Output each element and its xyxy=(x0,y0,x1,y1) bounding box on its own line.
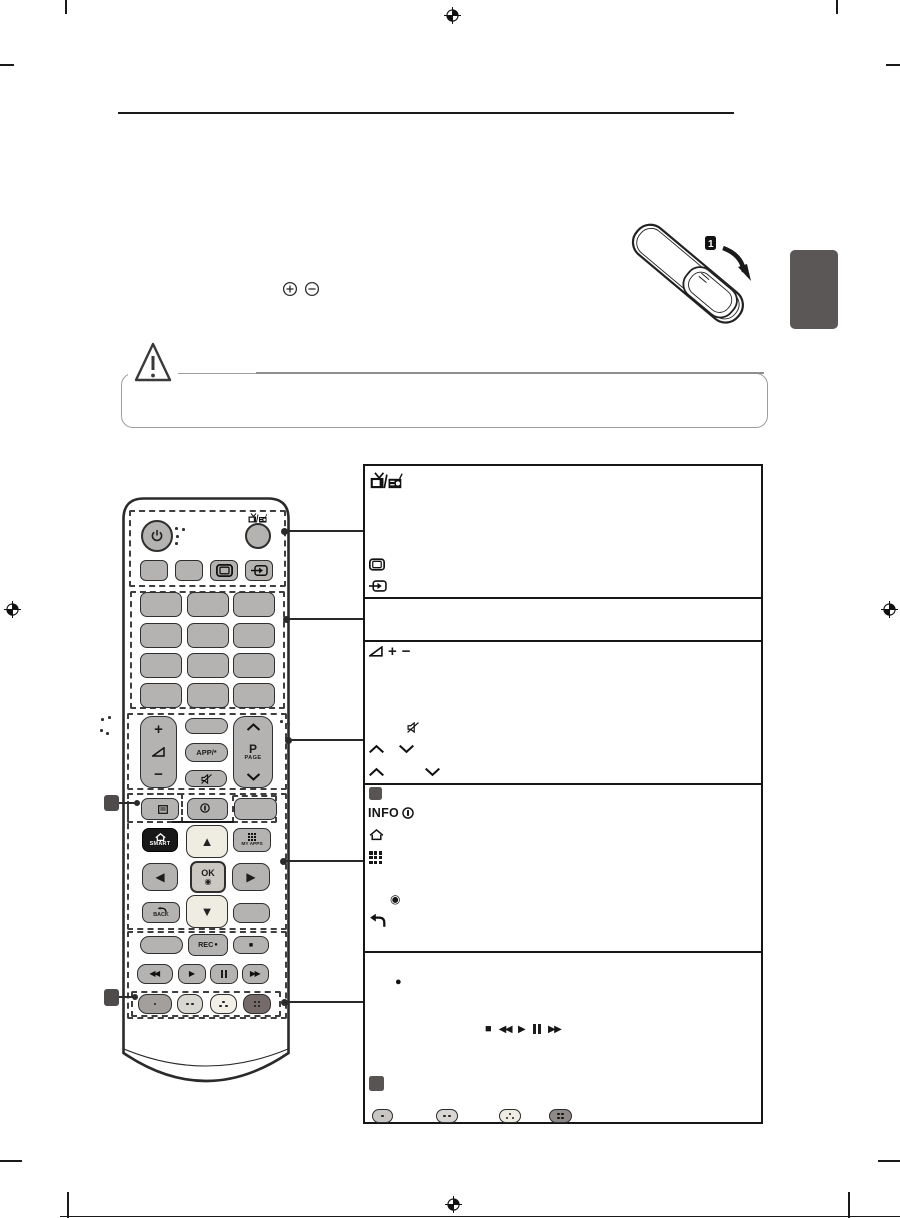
plus-glyph: + xyxy=(388,643,397,660)
teletext-key-3 xyxy=(210,994,237,1014)
left-arrow-button xyxy=(142,863,178,891)
rewind-button xyxy=(137,964,173,984)
number-key xyxy=(140,623,182,648)
pause-icon xyxy=(221,970,223,978)
grid-icon xyxy=(248,833,256,841)
battery-step-badge: 1 xyxy=(708,239,714,250)
chevron-down-icon xyxy=(246,773,261,781)
transport-icons-row xyxy=(485,1023,560,1035)
registration-mark-left xyxy=(4,601,21,618)
info-row xyxy=(368,806,414,820)
right-arrow-button xyxy=(232,863,270,891)
volume-icon xyxy=(152,747,165,757)
input-icon xyxy=(251,565,268,576)
smart-label: SMART xyxy=(149,840,171,847)
number-key xyxy=(233,592,275,617)
teletext-key-marker xyxy=(369,1076,384,1091)
home-icon xyxy=(369,828,384,841)
function-button-2 xyxy=(175,560,203,581)
tv-button xyxy=(210,560,238,581)
ref-dot xyxy=(108,716,111,719)
chevron-up-icon xyxy=(246,723,261,731)
teletext-pill-2 xyxy=(436,1109,458,1123)
crop-mark-top-left-h xyxy=(0,64,14,66)
number-key xyxy=(140,683,182,708)
row-divider xyxy=(365,640,761,642)
number-key xyxy=(233,683,275,708)
rewind-icon: ◀◀ xyxy=(149,969,159,978)
number-key xyxy=(187,623,229,648)
blank-button xyxy=(185,718,228,734)
number-key xyxy=(233,653,275,678)
my-apps-label: MY APPS xyxy=(241,841,263,847)
page-rocker xyxy=(233,716,273,788)
rewind-icon: ◀◀ xyxy=(498,1023,512,1035)
info-button xyxy=(187,798,228,820)
mute-button xyxy=(185,770,227,787)
teletext-key-4 xyxy=(243,994,271,1014)
badge-leader-dot xyxy=(134,800,140,806)
chevron-down-icon xyxy=(398,744,415,754)
row-divider xyxy=(365,951,761,953)
tv-rad-icon xyxy=(248,513,267,523)
stop-icon: ■ xyxy=(248,941,254,949)
caution-icon xyxy=(132,340,174,386)
info-label: INFO xyxy=(368,806,400,820)
record-button xyxy=(188,934,228,956)
ref-dot xyxy=(101,718,104,721)
my-apps-button xyxy=(233,828,271,852)
chevron-up-icon xyxy=(368,767,385,777)
ref-dot xyxy=(287,722,290,725)
blank-wide-button xyxy=(140,936,183,954)
teletext-pill-1 xyxy=(372,1109,393,1123)
ref-dot xyxy=(106,732,109,735)
rec-label: REC xyxy=(198,940,214,950)
section-tab xyxy=(790,250,838,329)
fast-forward-icon: ▶▶ xyxy=(249,969,260,978)
pause-button xyxy=(210,964,238,984)
number-key xyxy=(187,653,229,678)
ref-dot xyxy=(100,729,103,732)
down-arrow-button xyxy=(186,895,228,928)
caution-box xyxy=(121,373,768,428)
number-key xyxy=(140,653,182,678)
crop-mark-bottom-left-v xyxy=(67,1192,69,1218)
mute-icon xyxy=(407,722,419,733)
number-key xyxy=(233,623,275,648)
row-divider xyxy=(365,597,761,599)
number-key xyxy=(187,592,229,617)
input-button xyxy=(245,560,273,581)
callout-dot xyxy=(281,528,288,535)
qmenu-icon xyxy=(158,805,168,814)
teletext-key-2 xyxy=(177,994,203,1014)
volume-icon xyxy=(369,646,383,657)
ref-dot xyxy=(280,720,283,723)
minus-glyph: − xyxy=(401,643,411,660)
registration-mark-right xyxy=(881,601,898,618)
callout-line-nav xyxy=(283,860,363,862)
page-word-label: PAGE xyxy=(244,754,262,761)
record-dot-icon: ● xyxy=(214,942,218,948)
battery-polarity-icons xyxy=(282,281,322,297)
tv-rad-icon xyxy=(369,472,403,489)
crop-mark-bottom-right-h xyxy=(878,1160,900,1162)
play-icon: ▶ xyxy=(518,1023,526,1035)
callout-dot xyxy=(280,858,287,865)
right-arrow-glyph: ▶ xyxy=(246,870,256,884)
record-dot-icon: ● xyxy=(395,976,402,988)
down-arrow-glyph: ▼ xyxy=(200,904,214,919)
volume-rocker xyxy=(140,716,177,788)
number-key xyxy=(187,683,229,708)
volume-minus-label: − xyxy=(154,766,163,783)
callout-dot xyxy=(283,616,290,623)
crop-mark-bottom-left-h xyxy=(0,1160,22,1162)
tv-screen-icon xyxy=(369,558,385,571)
up-arrow-button xyxy=(186,825,228,858)
registration-mark-bottom xyxy=(445,1196,462,1213)
badge-leader-dot xyxy=(132,994,138,1000)
three-dot-icon xyxy=(219,1001,228,1008)
one-dot-icon xyxy=(154,1003,157,1006)
crop-mark-top-right-v xyxy=(836,0,838,14)
info-circle-icon xyxy=(402,807,414,819)
play-icon: ▶ xyxy=(188,969,196,978)
function-button-1 xyxy=(140,560,168,581)
power-button xyxy=(141,520,173,552)
pause-icon xyxy=(225,970,227,978)
section-divider-rule xyxy=(118,112,734,114)
crop-mark-bottom-right-v xyxy=(848,1192,850,1218)
power-icon xyxy=(150,529,164,543)
input-icon xyxy=(369,580,387,592)
fast-forward-icon: ▶▶ xyxy=(547,1023,561,1035)
page-bottom-edge xyxy=(60,1216,900,1217)
registration-mark-top xyxy=(444,7,461,24)
settings-round-button xyxy=(245,523,271,549)
qmenu-button xyxy=(141,798,179,820)
row-divider xyxy=(365,783,761,785)
callout-line-numbers xyxy=(286,618,363,620)
two-dot-icon xyxy=(186,1003,189,1006)
teletext-pill-4 xyxy=(549,1109,572,1123)
two-dot-icon xyxy=(191,1003,194,1006)
info-circle-icon xyxy=(200,803,210,813)
app-button xyxy=(185,743,228,762)
back-button xyxy=(142,902,180,923)
qmenu-key-marker xyxy=(369,787,382,800)
wheel-icon: ◉ xyxy=(204,876,212,886)
stop-icon: ■ xyxy=(485,1023,492,1035)
grid-icon xyxy=(369,851,382,864)
back-label: BACK xyxy=(153,911,169,918)
battery-insert-illustration xyxy=(630,215,790,333)
callout-line-playback xyxy=(284,1001,363,1003)
chevron-down-icon xyxy=(424,767,441,777)
volume-plus-minus-icons xyxy=(369,643,411,660)
wheel-icon: ◉ xyxy=(390,892,401,906)
tv-screen-icon xyxy=(216,564,233,577)
callout-dot xyxy=(285,737,292,744)
app-button-label: APP/* xyxy=(196,747,217,757)
indicator-dot xyxy=(176,535,179,538)
number-key xyxy=(140,592,182,617)
four-dot-icon xyxy=(254,1001,260,1007)
chevron-up-icon xyxy=(368,744,385,754)
extra-button xyxy=(234,798,277,820)
remote-illustration xyxy=(122,497,290,1105)
crop-mark-top-right-h xyxy=(886,64,900,66)
smart-home-button xyxy=(142,828,178,852)
mute-icon xyxy=(201,774,212,784)
callout-line-volume xyxy=(288,739,363,741)
page-p-label: P xyxy=(248,741,257,756)
teletext-key-1 xyxy=(138,994,172,1014)
indicator-dot xyxy=(182,528,185,531)
description-table xyxy=(363,464,763,1124)
callout-line-power xyxy=(284,530,363,532)
up-arrow-glyph: ▲ xyxy=(200,834,214,849)
fast-forward-button xyxy=(242,964,269,984)
home-icon xyxy=(155,833,166,841)
ok-button xyxy=(190,861,226,893)
stop-button xyxy=(233,936,269,954)
ok-label: OK xyxy=(201,867,215,878)
back-arrow-icon xyxy=(369,913,386,928)
play-button xyxy=(178,964,206,984)
indicator-dot xyxy=(175,527,178,530)
teletext-pill-3 xyxy=(499,1109,521,1123)
blank-button xyxy=(233,903,270,923)
crop-mark-top-left-v xyxy=(65,0,67,14)
margin-badge-teletext xyxy=(104,989,119,1006)
callout-dot xyxy=(281,999,288,1006)
volume-plus-label: + xyxy=(154,721,163,738)
caution-heading-line xyxy=(256,372,764,374)
left-arrow-glyph: ◀ xyxy=(155,870,165,884)
qmenu-row-underline xyxy=(172,821,234,823)
pause-icon xyxy=(533,1024,541,1034)
indicator-dot xyxy=(175,542,178,545)
margin-badge-qmenu xyxy=(104,795,119,811)
